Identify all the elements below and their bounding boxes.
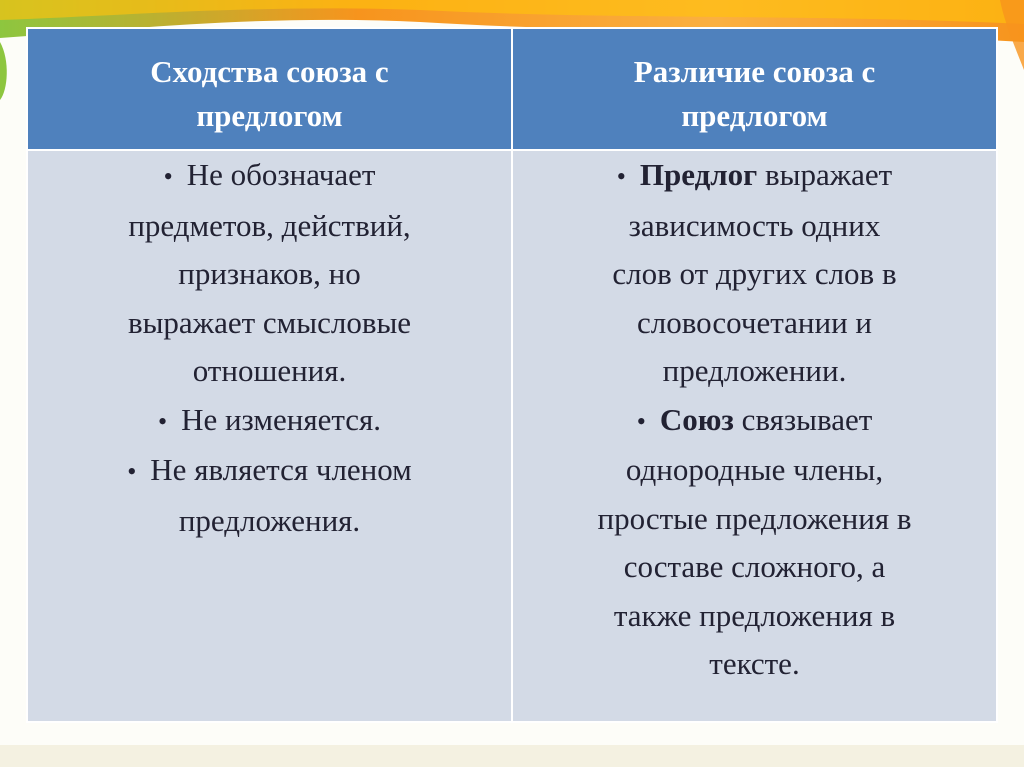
bullet-icon: •	[163, 162, 173, 191]
bullet-icon: •	[636, 406, 646, 436]
list-item	[28, 446, 511, 545]
item-line: тексте.	[709, 646, 800, 681]
similarities-cell	[27, 150, 512, 722]
item-line: предложения.	[178, 502, 361, 538]
body-row	[27, 150, 997, 722]
item-line: зависимость одних	[628, 207, 881, 243]
differences-cell	[512, 150, 997, 722]
term-conjunction: Союз	[659, 401, 734, 437]
header-similarities-line2: предлогом	[196, 98, 343, 133]
list-item	[513, 396, 996, 689]
item-line: выражает	[757, 157, 893, 192]
differences-list	[513, 151, 996, 689]
item-line: связывает	[733, 401, 873, 437]
bullet-icon: •	[616, 162, 626, 191]
item-line: предметов, действий,	[128, 207, 411, 243]
header-similarities	[27, 28, 512, 150]
item-line: признаков, но	[178, 256, 361, 291]
comparison-table	[26, 27, 998, 723]
header-row	[27, 28, 997, 150]
bullet-icon: •	[127, 457, 137, 486]
header-differences	[512, 28, 997, 150]
item-line: Не обозначает	[186, 157, 376, 192]
similarities-list	[28, 151, 511, 545]
term-preposition: Предлог	[639, 157, 758, 192]
item-line: предложении.	[662, 353, 847, 388]
bullet-icon: •	[157, 406, 168, 436]
item-line: также предложения в	[613, 597, 896, 633]
item-line: простые предложения в	[597, 500, 912, 536]
header-differences-line1: Различие союза с	[633, 54, 876, 89]
list-item	[28, 396, 511, 447]
item-line: Не изменяется.	[181, 401, 382, 437]
item-line: слов от других слов в	[612, 256, 897, 291]
item-line: Не является членом	[150, 452, 412, 487]
list-item	[513, 151, 996, 396]
header-differences-line2: предлогом	[681, 98, 828, 133]
item-line: составе сложного, а	[623, 549, 886, 584]
item-line: однородные члены,	[625, 452, 884, 487]
list-item	[28, 151, 511, 396]
item-line: отношения.	[192, 353, 347, 388]
item-line: словосочетании и	[636, 304, 873, 340]
item-line: выражает смысловые	[127, 304, 412, 340]
header-similarities-line1: Сходства союза с	[150, 54, 389, 89]
